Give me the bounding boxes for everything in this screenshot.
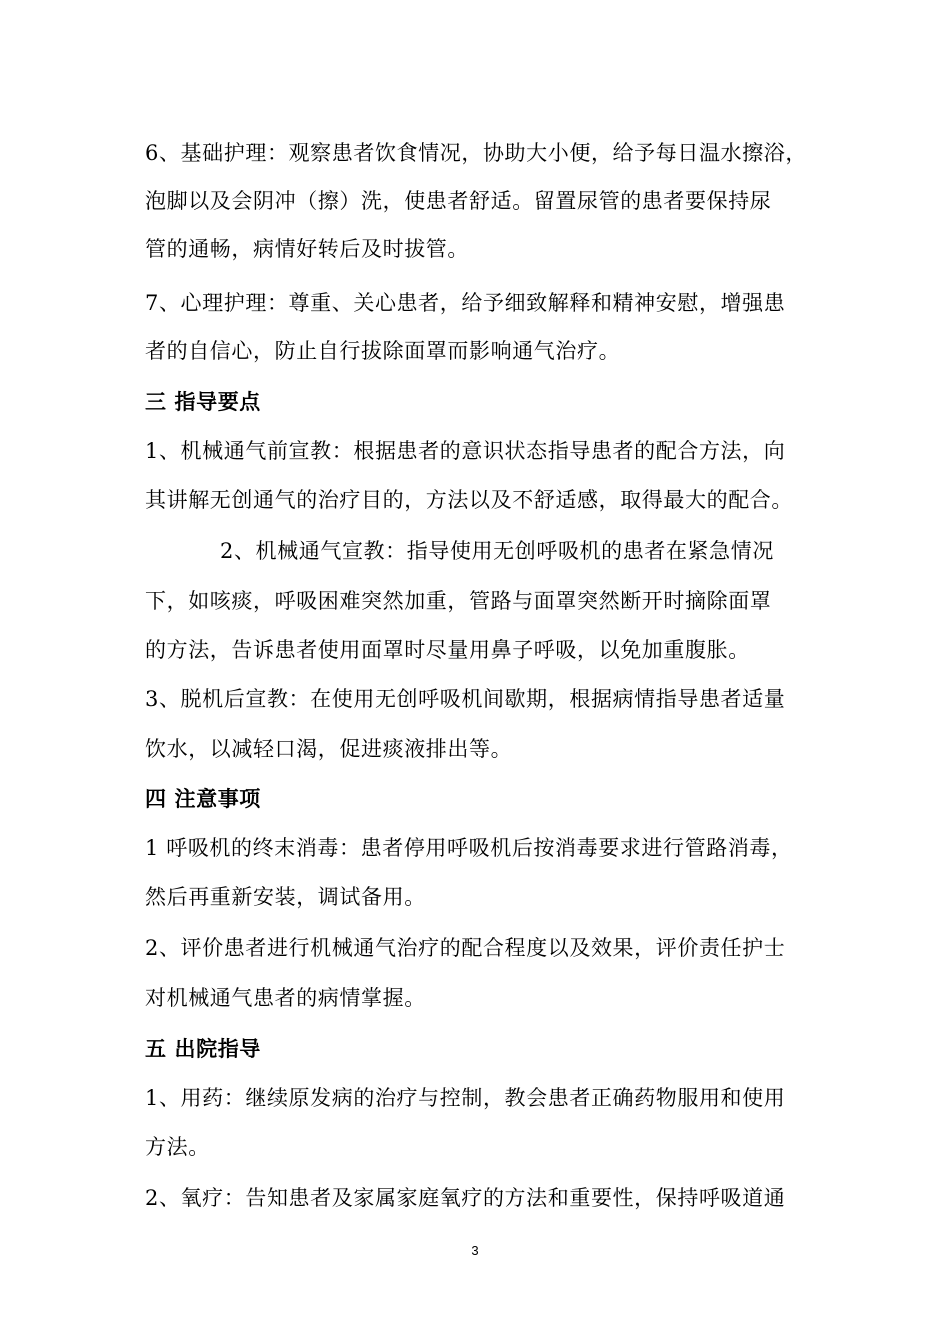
paragraph-line: 2、氧疗：告知患者及家属家庭氧疗的方法和重要性，保持呼吸道通: [145, 1186, 786, 1210]
paragraph-line: 其讲解无创通气的治疗目的，方法以及不舒适感，取得最大的配合。: [145, 488, 793, 512]
paragraph-line: 1、机械通气前宣教：根据患者的意识状态指导患者的配合方法，向: [145, 439, 786, 463]
paragraph-line: 下，如咳痰，呼吸困难突然加重，管路与面罩突然断开时摘除面罩: [145, 589, 772, 613]
page-number: 3: [471, 1243, 479, 1258]
paragraph-line: 的方法，告诉患者使用面罩时尽量用鼻子呼吸，以免加重腹胀。: [145, 638, 750, 662]
paragraph-line: 3、脱机后宣教：在使用无创呼吸机间歇期，根据病情指导患者适量: [145, 687, 786, 711]
paragraph-line: 2、评价患者进行机械通气治疗的配合程度以及效果，评价责任护士: [145, 936, 786, 960]
paragraph-line: 饮水，以减轻口渴，促进痰液排出等。: [145, 737, 513, 761]
paragraph-line: 1、用药：继续原发病的治疗与控制，教会患者正确药物服用和使用: [145, 1086, 786, 1110]
paragraph-line: 对机械通气患者的病情掌握。: [145, 986, 426, 1010]
paragraph-line: 2、机械通气宣教：指导使用无创呼吸机的患者在紧急情况: [220, 539, 774, 563]
section-heading-3: 三 指导要点: [145, 390, 261, 414]
paragraph-line: 6、基础护理：观察患者饮食情况，协助大小便，给予每日温水擦浴，: [145, 141, 807, 165]
paragraph-line: 然后再重新安装，调试备用。: [145, 885, 426, 909]
paragraph-line: 方法。: [145, 1135, 210, 1159]
section-heading-4: 四 注意事项: [145, 787, 261, 811]
paragraph-line: 管的通畅，病情好转后及时拔管。: [145, 237, 469, 261]
paragraph-line: 1 呼吸机的终末消毒：患者停用呼吸机后按消毒要求进行管路消毒，: [145, 836, 793, 860]
section-heading-5: 五 出院指导: [145, 1037, 261, 1061]
paragraph-line: 泡脚以及会阴冲（擦）洗，使患者舒适。留置尿管的患者要保持尿: [145, 189, 772, 213]
paragraph-line: 者的自信心，防止自行拔除面罩而影响通气治疗。: [145, 339, 621, 363]
paragraph-line: 7、心理护理：尊重、关心患者，给予细致解释和精神安慰，增强患: [145, 291, 786, 315]
